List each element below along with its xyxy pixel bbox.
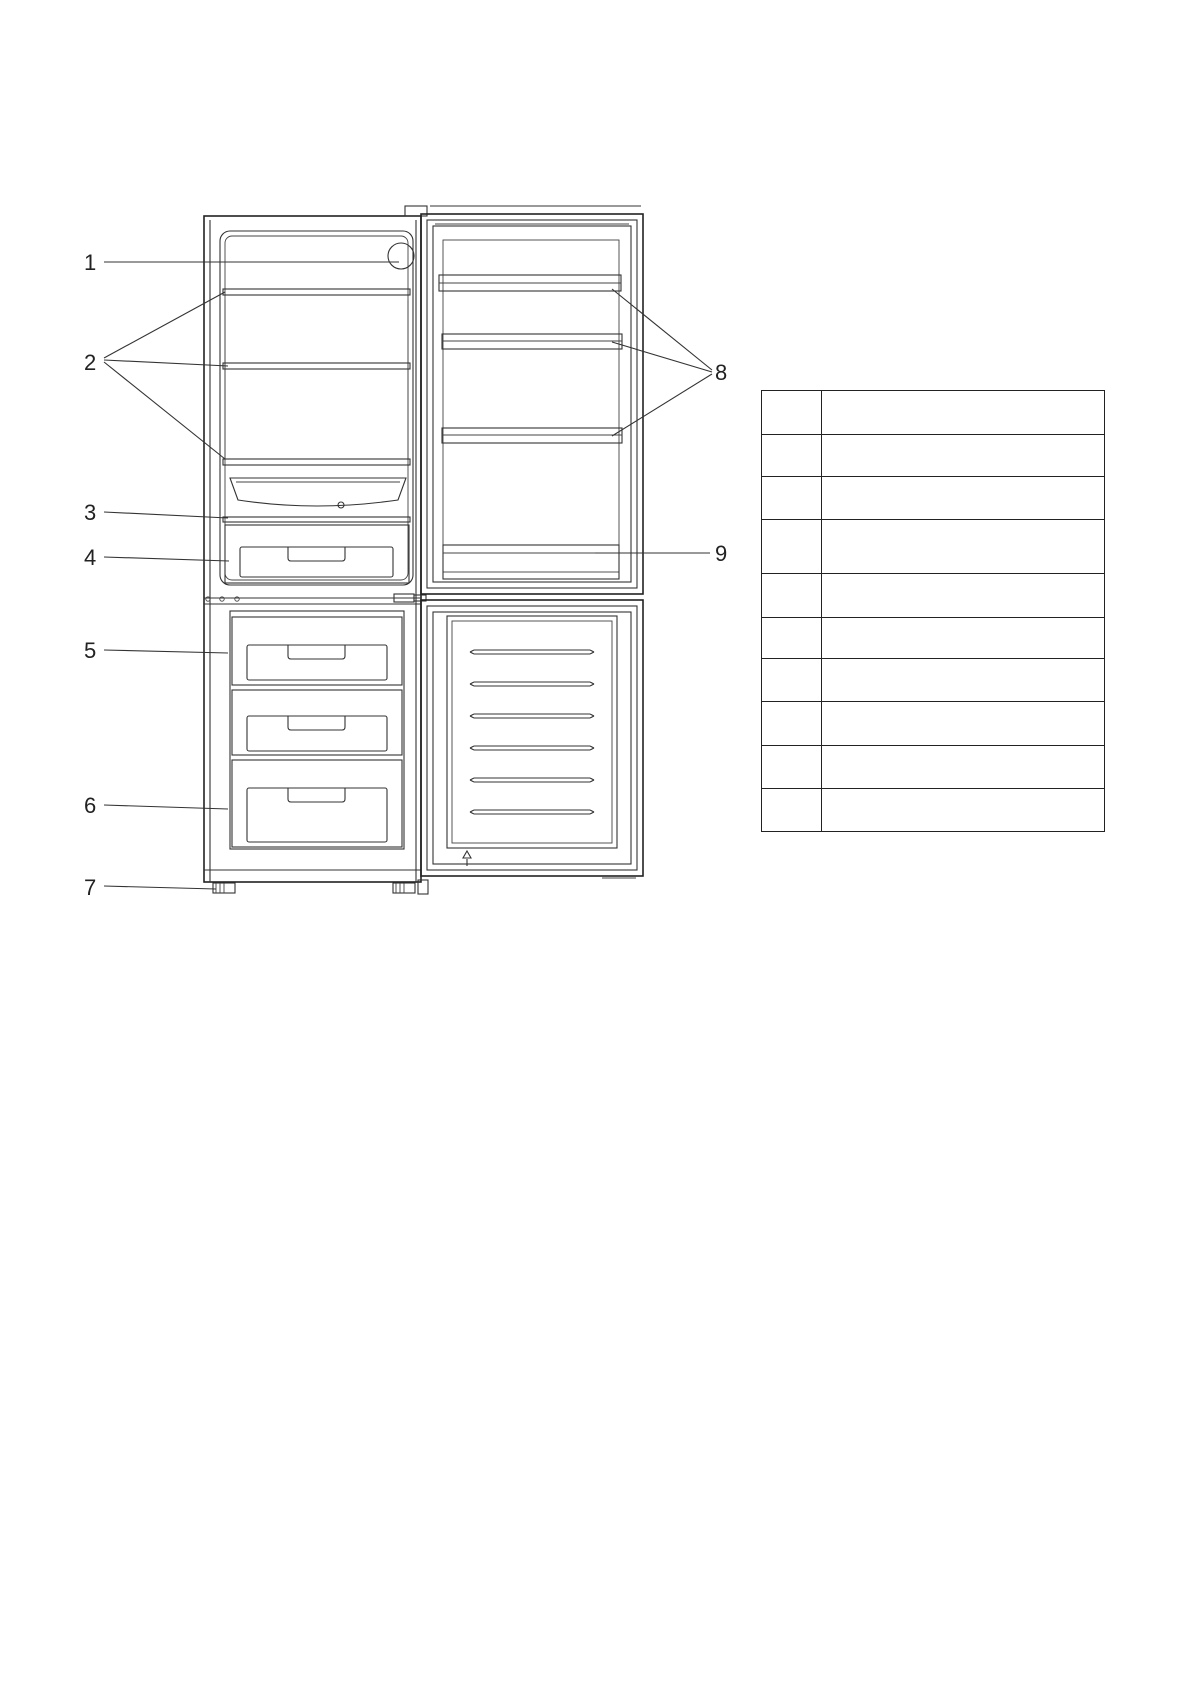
- callout-1: 1: [84, 250, 97, 275]
- freezer-drawer-3: [232, 760, 402, 847]
- legend-row: [762, 435, 1105, 477]
- freezer-drawer-2: [232, 690, 402, 755]
- door-balcony-2: [442, 334, 622, 349]
- legend-row: [762, 659, 1105, 702]
- legend-description-cell: [822, 659, 1105, 702]
- freezer-drawer-1: [232, 617, 402, 685]
- callout-4: 4: [84, 545, 97, 570]
- legend-number-cell: [762, 746, 822, 789]
- shelf-3: [223, 459, 410, 465]
- legend-table: [761, 390, 1105, 832]
- crisper-cover: [223, 478, 410, 522]
- door-balcony-3: [442, 428, 622, 443]
- legend-row: [762, 574, 1105, 618]
- callout-2: 2: [84, 350, 97, 375]
- shelf-1: [223, 289, 410, 295]
- legend-description-cell: [822, 746, 1105, 789]
- freezer-compartment: [230, 611, 404, 849]
- callout-7: 7: [84, 875, 97, 900]
- freezer-door: [421, 600, 643, 878]
- legend-row: [762, 618, 1105, 659]
- legend-description-cell: [822, 435, 1105, 477]
- legend-row: [762, 746, 1105, 789]
- callout-9: 9: [715, 541, 728, 566]
- legend-number-cell: [762, 789, 822, 832]
- legend-description-cell: [822, 520, 1105, 574]
- glass-shelves: [223, 289, 410, 465]
- legend-number-cell: [762, 520, 822, 574]
- legend-row: [762, 391, 1105, 435]
- legend-number-cell: [762, 435, 822, 477]
- callout-5: 5: [84, 638, 97, 663]
- legend-description-cell: [822, 702, 1105, 746]
- legend-row: [762, 702, 1105, 746]
- fridge-compartment: [220, 231, 414, 585]
- legend-number-cell: [762, 391, 822, 435]
- shelf-2: [223, 363, 410, 369]
- legend-description-cell: [822, 574, 1105, 618]
- legend-description-cell: [822, 618, 1105, 659]
- freezer-door-ridges: [470, 650, 594, 814]
- legend-number-cell: [762, 477, 822, 520]
- legend-description-cell: [822, 391, 1105, 435]
- fridge-door: [421, 214, 643, 594]
- cabinet-body: [204, 216, 421, 882]
- legend-row: [762, 520, 1105, 574]
- legend-number-cell: [762, 618, 822, 659]
- door-balconies: [439, 275, 622, 579]
- legend-number-cell: [762, 574, 822, 618]
- door-balcony-1: [439, 275, 621, 291]
- bottle-balcony: [443, 545, 619, 579]
- legend-number-cell: [762, 659, 822, 702]
- crisper-drawer: [225, 525, 409, 583]
- legend-description-cell: [822, 477, 1105, 520]
- callout-8: 8: [715, 360, 728, 385]
- legend-row: [762, 477, 1105, 520]
- light-cover-icon: [388, 243, 414, 269]
- callout-6: 6: [84, 793, 97, 818]
- callout-3: 3: [84, 500, 97, 525]
- legend-row: [762, 789, 1105, 832]
- legend-description-cell: [822, 789, 1105, 832]
- legend-number-cell: [762, 702, 822, 746]
